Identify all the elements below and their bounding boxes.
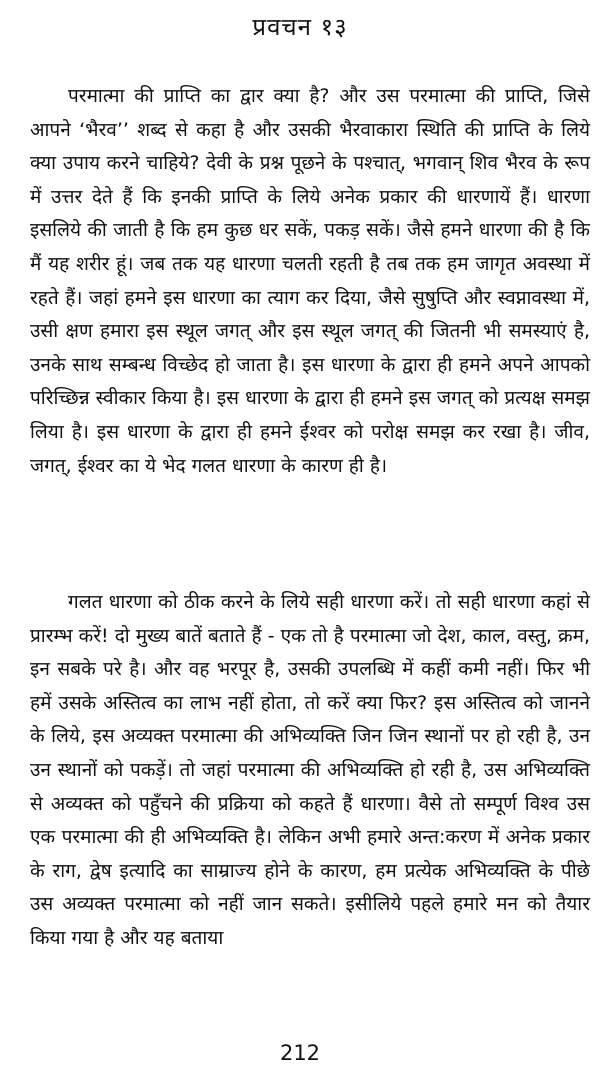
chapter-heading: प्रवचन १३ bbox=[252, 13, 348, 41]
paragraph-2: गलत धारणा को ठीक करने के लिये सही धारणा करें। तो सही धारणा कहां से प्रारम्भ करें! दो मुख्य बातें बताते हैं - एक तो है परमात्मा जो देश, काल, वस्तु, क्रम, इन सबके परे है। और वह भरपूर है, उसकी उपलब्धि में कहीं कमी नहीं। फिर भी हमें उसके अस्तित्व का लाभ नहीं होता, तो करें क्या फिर? इस अस्तित्व को जानने के लिये, इस अव्यक्त परमात्मा की अभिव्यक्ति जिन जिन स्थानों पर हो रही है, उन उन स्थानों को पकड़ें। तो जहां परमात्मा की अभिव्यक्ति हो रही है, उस अभिव्यक्ति से अव्यक्त को पहुँचने की प्रक्रिया को कहते हैं धारणा। वैसे तो सम्पूर्ण विश्व उस एक परमात्मा की ही अभिव्यक्ति है। लेकिन अभी हमारे अन्त:करण में अनेक प्रकार के राग, द्वेष इत्यादि का साम्राज्य होने के कारण, हम प्रत्येक अभिव्यक्ति के पीछे उस अव्यक्त परमात्मा को नहीं जान सकते। इसीलिये पहले हमारे मन को तैयार किया गया है और यह बताया bbox=[30, 591, 590, 949]
paragraph-1: परमात्मा की प्राप्ति का द्वार क्या है? और उस परमात्मा की प्राप्ति, जिसे आपने ‘भैरव’’ शब्द से कहा है और उसकी भैरवाकारा स्थिति की प्राप्ति के लिये क्या उपाय करने चाहिये? देवी के प्रश्न पूछने के पश्चात्, भगवान् शिव भैरव के रूप में उत्तर देते हैं कि इनकी प्राप्ति के लिये अनेक प्रकार की धारणायें हैं। धारणा इसलिये की जाती है कि हम कुछ धर सकें, पकड़ सकें। जैसे हमने धारणा की है कि मैं यह शरीर हूं। जब तक यह धारणा चलती रहती है तब तक हम जागृत अवस्था में रहते हैं। जहां हमने इस धारणा का त्याग कर दिया, जैसे सुषुप्ति और स्वप्नावस्था में, उसी क्षण हमारा इस स्थूल जगत् और इस स्थूल जगत् की जितनी भी समस्याएं है, उनके साथ सम्बन्ध विच्छेद हो जाता है। इस धारणा के द्वारा ही हमने अपने आपको परिच्छिन्न स्वीकार किया है। इस धारणा के द्वारा ही हमने इस जगत् को प्रत्यक्ष समझ लिया है। इस धारणा के द्वारा ही हमने ईश्वर को परोक्ष समझ कर रखा है। जीव, जगत्, ईश्वर का ये भेद गलत धारणा के कारण ही है। bbox=[30, 85, 590, 477]
page-number: 212 bbox=[279, 1041, 321, 1065]
